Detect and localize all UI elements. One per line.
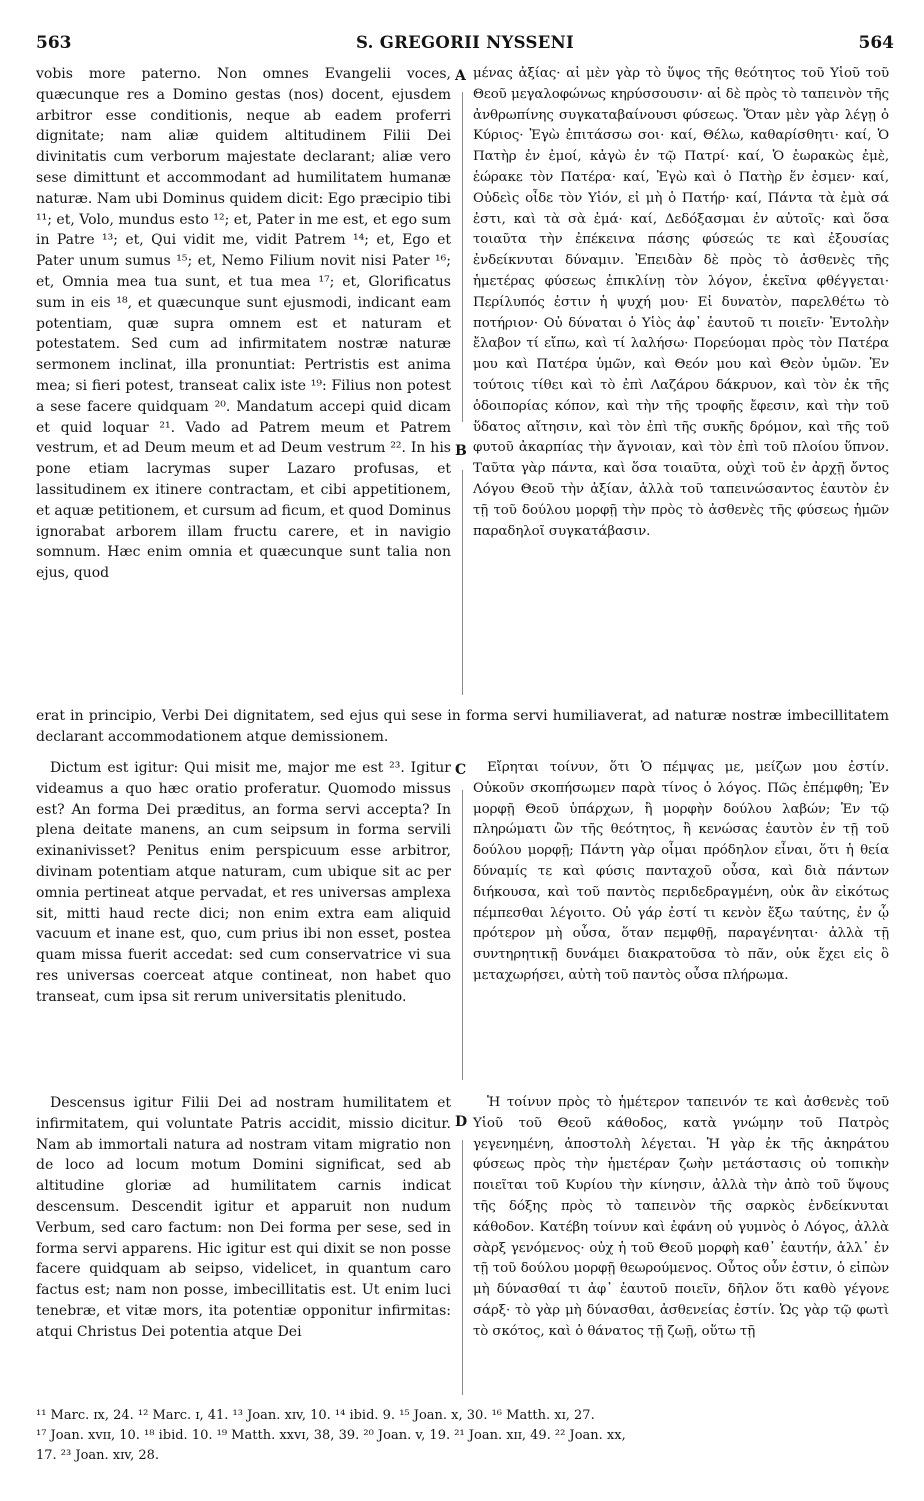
- margin-marker-c: C: [455, 762, 467, 778]
- latin-paragraph: Dictum est igitur: Qui misit me, major me est ²³. Igitur videamus a quo hæc oratio proferatur. Quomodo missus est? An forma Dei præditus, an forma servi accepta? In plena deitate manens, an cum seipsum in forma servili exinanivisset? Penitus enim perspicuum esse arbitror, divinam potentiam atque naturam, cum ubique sit ac per omnia pertineat atque pervadat, et res universas amplexa sit, mitti haud recte dici; non enim extra eam aliquid vacuum et inane est, quo, cum prius ibi non esset, postea quam missa fuerit accedat: sed cum conservatrice vi sua res universas coerceat atque contineat, non habet quo transeat, cum ipsa sit rerum universitatis plenitudo.: [36, 760, 451, 1005]
- footnote-line: ¹¹ Marc. ɪx, 24. ¹² Marc. ɪ, 41. ¹³ Joan. xɪv, 10. ¹⁴ ibid. 9. ¹⁵ Joan. x, 30. ¹⁶ Matth. xɪ, 27.: [36, 1408, 595, 1423]
- greek-paragraph: Εἴρηται τοίνυν, ὅτι Ὁ πέμψας με, μείζων μου ἐστίν. Οὐκοῦν σκοπήσωμεν παρὰ τίνος ὁ λόγος. Πῶς ἐπέμφθη; Ἐν μορφῇ Θεοῦ ὑπάρχων, ἢ μορφὴν δούλου λαβών; Ἐν τῷ πληρώματι ὢν τῆς θεότητος, ἢ κενώσας ἑαυτὸν ἐν τῇ τοῦ δούλου μορφῇ; Πάντη γὰρ οἶμαι πρόδηλον εἶναι, ὅτι ἡ θεία δύναμίς τε καὶ φύσις πανταχοῦ οὖσα, καὶ διὰ πάντων διήκουσα, καὶ τοῦ παντὸς περιδεδραγμένη, οὐκ ἂν εἰκότως πέμπεσθαι λέγοιτο. Οὐ γάρ ἐστί τι κενὸν ἔξω ταύτης, ἐν ᾧ πρότερον μὴ οὖσα, ὅταν πεμφθῇ, παραγένηται· ἀλλὰ τῇ συντηρητικῇ δυνάμει διακρατοῦσα τὸ πᾶν, οὐκ ἔχει εἰς ὃ μεταχωρήσει, αὐτὴ τοῦ παντὸς οὖσα πλήρωμα.: [473, 760, 889, 983]
- greek-paragraph: μένας ἀξίας· αἱ μὲν γὰρ τὸ ὕψος τῆς θεότητος τοῦ Υἱοῦ τοῦ Θεοῦ μεγαλοφώνως κηρύσσουσιν· αἱ δὲ πρὸς τὸ ταπεινὸν τῆς ἀνθρωπίνης συγκαταβαίνουσι φύσεως. Ὅταν μὲν γὰρ λέγῃ ὁ Κύριος· Ἐγὼ ἐπιτάσσω σοι· καί, Θέλω, καθαρίσθητι· καί, Ὁ Πατὴρ ἐν ἐμοί, κἀγὼ ἐν τῷ Πατρί· καί, Ὁ ἑωρακὼς ἐμὲ, ἑώρακε τὸν Πατέρα· καί, Ἐγὼ καὶ ὁ Πατὴρ ἕν ἐσμεν· καί, Οὐδεὶς οἶδε τὸν Υἱόν, εἰ μὴ ὁ Πατήρ· καί, Πάντα τὰ ἐμὰ σά ἐστι, καὶ τὰ σὰ ἐμά· καί, Δεδόξασμαι ἐν αὐτοῖς· καὶ ὅσα τοιαῦτα τὴν ἐπέκεινα πάσης φύσεώς τε καὶ ἐξουσίας ἐνδείκνυται δύναμιν. Ἐπειδὰν δὲ πρὸς τὸ ἀσθενὲς τῆς ἡμετέρας φύσεως ἐπικλίνῃ τὸν λόγον, ἐκεῖνα φθέγγεται· Περίλυπός ἐστιν ἡ ψυχή μου· Εἰ δυνατὸν, παρελθέτω τὸ ποτήριον· Οὐ δύναται ὁ Υἱὸς ἀφ᾽ ἑαυτοῦ τι ποιεῖν· Ἐντολὴν ἔλαβον τί εἴπω, καὶ τί λαλήσω· Πορεύομαι πρὸς τὸν Πατέρα μου καὶ Πατέρα ὑμῶν, καὶ Θεόν μου καὶ Θεὸν ὑμῶν. Ἐν τούτοις τίθει καὶ τὸ ἐπὶ Λαζάρου δάκρυον, καὶ τὸν ἐκ τῆς ὁδοιπορίας κόπον, καὶ τὴν τῆς τροφῆς ἔφεσιν, καὶ τὴν τοῦ ὕδατος αἴτησιν, καὶ τὸν ἐπὶ τῆς συκῆς δρόμον, καὶ τῆς τοῦ φυτοῦ ἀκαρπίας τὴν ἄγνοιαν, καὶ τὸν ἐπὶ τοῦ πλοίου ὕπνον. Ταῦτα γὰρ πάντα, καὶ ὅσα τοιαῦτα, οὐχὶ τοῦ ἐν ἀρχῇ ὄντος Λόγου Θεοῦ τὴν ἀξίαν, ἀλλὰ τοῦ ταπεινώσαντος ἑαυτὸν ἐν τῇ τοῦ δούλου μορφῇ τὴν πρὸς τὸ ἀσθενὲς τῆς φύσεως ἡμῶν παραδηλοῖ συγκατάβασιν.: [473, 66, 889, 539]
- column-divider: [462, 470, 463, 695]
- latin-column-section-3: [36, 1093, 451, 1343]
- footnotes: [36, 1406, 889, 1466]
- column-divider: [462, 1140, 463, 1395]
- margin-marker-b: B: [455, 443, 467, 459]
- footnote-line: ¹⁷ Joan. xvɪɪ, 10. ¹⁸ ibid. 10. ¹⁹ Matth. xxvɪ, 38, 39. ²⁰ Joan. v, 19. ²¹ Joan. xɪɪ, 49. ²² Joan. xx,: [36, 1428, 626, 1443]
- margin-marker-a: A: [455, 68, 466, 84]
- latin-paragraph: Descensus igitur Filii Dei ad nostram humilitatem et infirmitatem, qui voluntate Patris accidit, missio dicitur. Nam ab immortali natura ad nostram vitam migratio non de loco ad locum motum Domini significat, sed ab altitudine gloriæ ad humilitatem carnis indicat descensum. Descendit igitur et apparuit non nudum Verbum, sed caro factum: non Dei forma per sese, sed in forma servi apparens. Hic igitur est qui dixit se non posse facere quidquam ab seipso, videlicet, in quantum caro factus est; nam non posse, imbecillitatis est. Ut enim luci tenebræ, et vitæ mors, ita potentiæ opponitur infirmitas: atqui Christus Dei potentia atque Dei: [36, 1095, 451, 1340]
- greek-column-section-3: [473, 1093, 889, 1343]
- column-divider: [462, 92, 463, 422]
- page-title: S. GREGORII NYSSENI: [356, 33, 574, 52]
- greek-column-section-2: [473, 758, 889, 987]
- full-width-text: erat in principio, Verbi Dei dignitatem, sed ejus qui sese in forma servi humiliaverat, ad naturæ nostræ imbecillitatem declarant accommodationem atque demissionem.: [36, 708, 889, 745]
- right-page-number: 564: [858, 33, 894, 53]
- latin-column-section-2: [36, 758, 451, 1008]
- greek-paragraph: Ἡ τοίνυν πρὸς τὸ ἡμέτερον ταπεινόν τε καὶ ἀσθενὲς τοῦ Υἱοῦ τοῦ Θεοῦ κάθοδος, κατὰ γνώμην τοῦ Πατρὸς γεγενημένη, ἀποστολὴ λέγεται. Ἡ γὰρ ἐκ τῆς ἀκηράτου φύσεως πρὸς τὴν ἡμετέραν ζωὴν μετάστασις οὐ τοπικὴν ποιεῖται τοῦ Κυρίου τὴν κίνησιν, ἀλλὰ τὴν ἀπὸ τοῦ ὕψους τῆς δόξης πρὸς τὸ ταπεινὸν τῆς σαρκὸς ἐνδείκνυται κάθοδον. Κατέβη τοίνυν καὶ ἐφάνη οὐ γυμνὸς ὁ Λόγος, ἀλλὰ σὰρξ γενόμενος· οὐχ ἡ τοῦ Θεοῦ μορφὴ καθ᾽ ἑαυτήν, ἀλλ᾽ ἐν τῇ τοῦ δούλου μορφῇ θεωρούμενος. Οὗτος οὖν ἐστιν, ὁ εἰπὼν μὴ δύνασθαί τι ἀφ᾽ ἑαυτοῦ ποιεῖν, δῆλον ὅτι καθὸ γέγονε σάρξ· τὸ γὰρ μὴ δύνασθαι, ἀσθενείας ἐστίν. Ὡς γὰρ τῷ φωτὶ τὸ σκότος, καὶ ὁ θάνατος τῇ ζωῇ, οὕτω τῇ: [473, 1095, 889, 1339]
- margin-marker-d: D: [455, 1114, 468, 1130]
- left-page-number: 563: [36, 33, 72, 53]
- latin-paragraph: vobis more paterno. Non omnes Evangelii voces, quæcunque res a Domino gestas (nos) docent, ejusdem arbitror esse conditionis, neque ab eadem proferri dignitate; nam aliæ quidem altitudinem Filii Dei divinitatis cum verborum majestate declarant; aliæ vero sese dimittunt et accommodant ad humilitatem humanæ naturæ. Nam ubi Dominus quidem dicit: Ego præcipio tibi ¹¹; et, Volo, mundus esto ¹²; et, Pater in me est, et ego sum in Patre ¹³; et, Qui vidit me, vidit Patrem ¹⁴; et, Ego et Pater unum sumus ¹⁵; et, Nemo Filium novit nisi Pater ¹⁶; et, Omnia mea tua sunt, et tua mea ¹⁷; et, Glorificatus sum in eis ¹⁸, et quæcunque sunt ejusmodi, indicant eam potentiam, quæ supra omnem est et naturam et potestatem. Sed cum ad infirmitatem nostræ naturæ sermonem inclinat, illa pronuntiat: Pertristis est anima mea; si fieri potest, transeat calix iste ¹⁹: Filius non potest a sese facere quidquam ²⁰. Mandatum accepi quid dicam et quid loquar ²¹. Vado ad Patrem meum et Patrem vestrum, et ad Deum meum et ad Deum vestrum ²². In his pone etiam lacrymas super Lazaro profusas, et lassitudinem ex itinere contractam, et cibi appetitionem, et aquæ petitionem, et cursum ad ficum, et quod Dominus ignorabat arborem illam fructu carere, et in navigio somnum. Hæc enim omnia et quæcunque sunt talia non ejus, quod: [36, 66, 451, 582]
- running-header: [36, 33, 894, 59]
- full-width-line: [36, 706, 889, 748]
- column-divider: [462, 790, 463, 1080]
- latin-column-section-1: [36, 64, 451, 584]
- footnote-line: 17. ²³ Joan. xɪv, 28.: [36, 1448, 160, 1463]
- greek-column-section-1: [473, 64, 889, 542]
